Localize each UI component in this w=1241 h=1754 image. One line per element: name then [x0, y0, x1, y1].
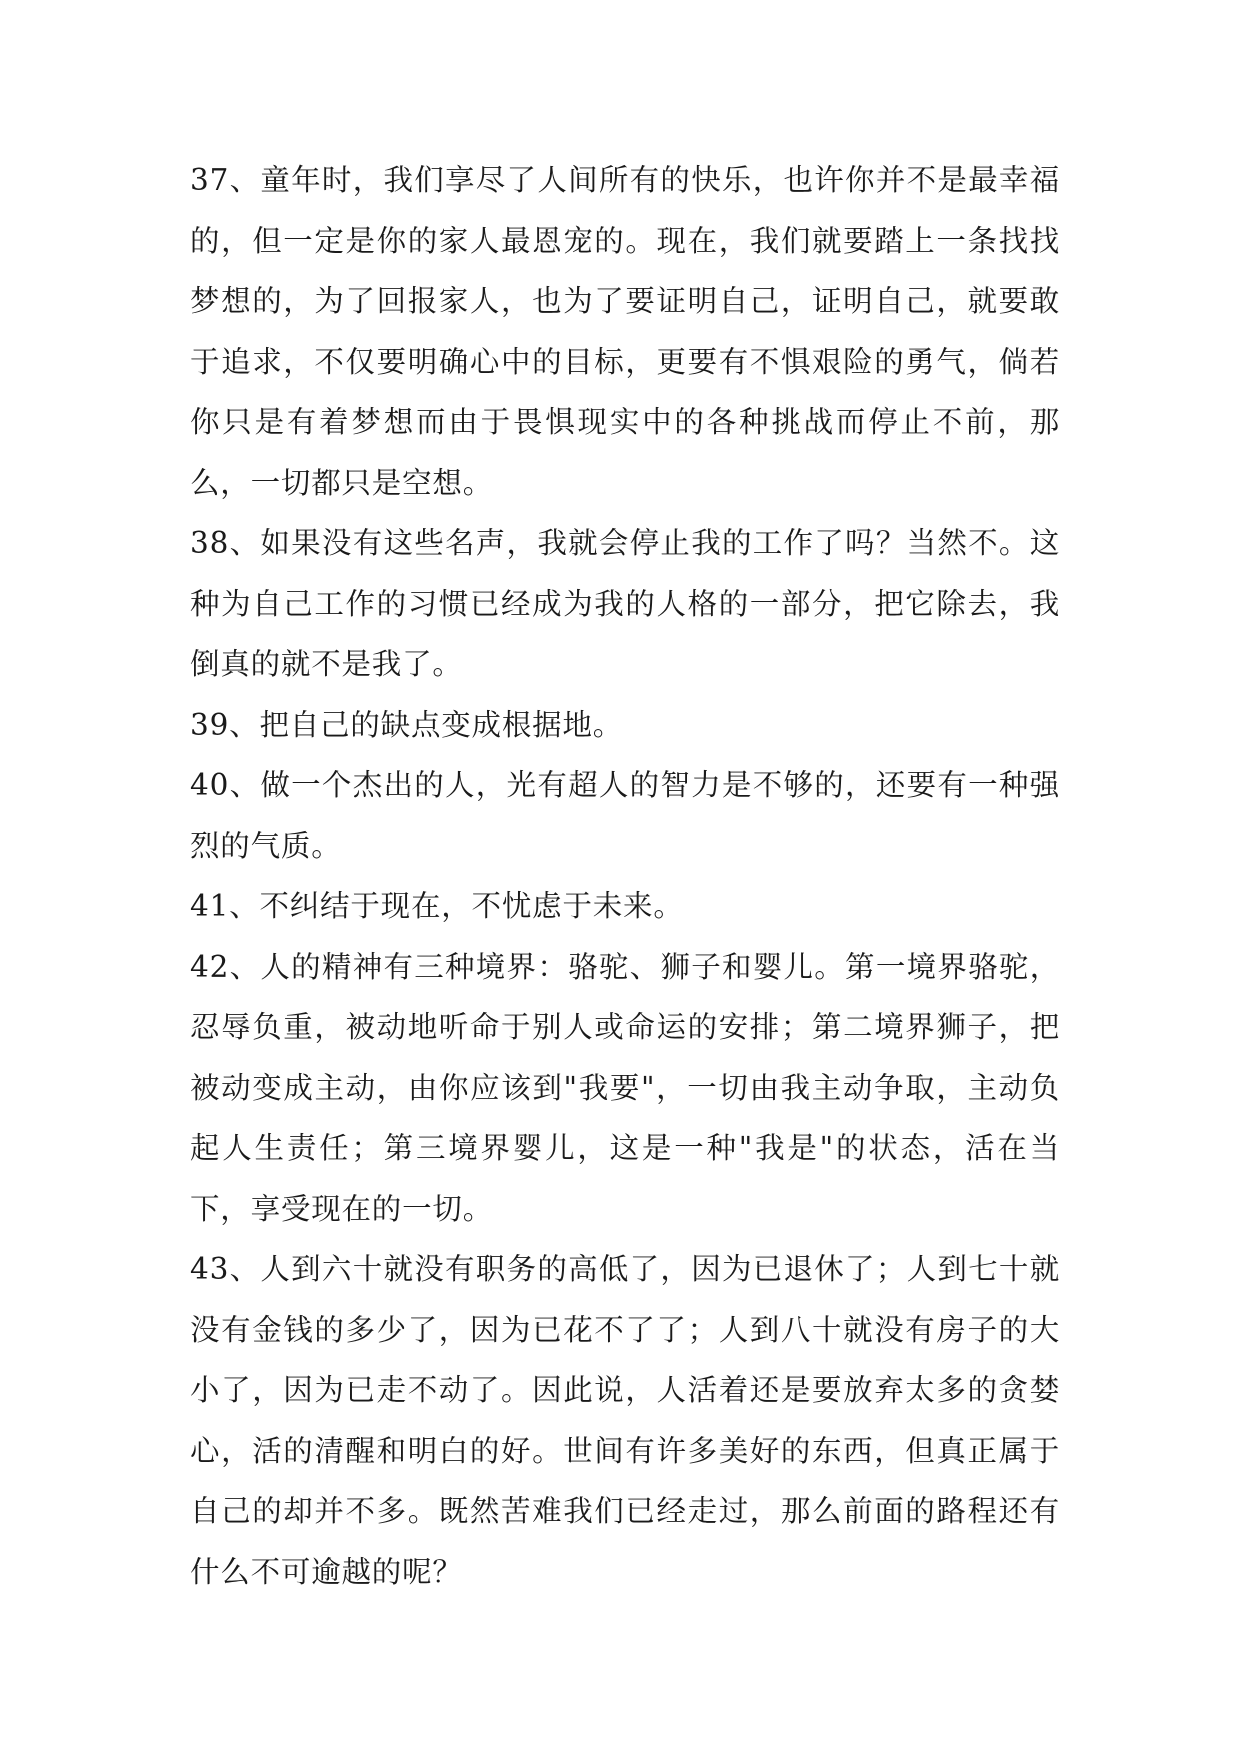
paragraph-37: 37、童年时，我们享尽了人间所有的快乐，也许你并不是最幸福的，但一定是你的家人最恩宠的。现在，我们就要踏上一条找找梦想的，为了回报家人，也为了要证明自己，证明自己，就要敢于追求，不仅要明确心中的目标，更要有不惧艰险的勇气，倘若你只是有着梦想而由于畏惧现实中的各种挑战而停止不前，那么，一切都只是空想。 — [190, 163, 1060, 500]
paragraph-38: 38、如果没有这些名声，我就会停止我的工作了吗？当然不。这种为自己工作的习惯已经成为我的人格的一部分，把它除去，我倒真的就不是我了。 — [190, 526, 1060, 681]
paragraph-42: 42、人的精神有三种境界：骆驼、狮子和婴儿。第一境界骆驼，忍辱负重，被动地听命于别人或命运的安排；第二境界狮子，把被动变成主动，由你应该到"我要"，一切由我主动争取，主动负起人生责任；第三境界婴儿，这是一种"我是"的状态，活在当下，享受现在的一切。 — [190, 949, 1060, 1226]
paragraph-41: 41、不纠结于现在，不忧虑于未来。 — [190, 889, 684, 923]
paragraph-40: 40、做一个杰出的人，光有超人的智力是不够的，还要有一种强烈的气质。 — [190, 768, 1060, 863]
paragraph-39: 39、把自己的缺点变成根据地。 — [190, 707, 624, 742]
document-page — [190, 150, 1060, 1600]
paragraph-43: 43、人到六十就没有职务的高低了，因为已退休了；人到七十就没有金钱的多少了，因为已花不了了；人到八十就没有房子的大小了，因为已走不动了。因此说，人活着还是要放弃太多的贪婪心，活的清醒和明白的好。世间有许多美好的东西，但真正属于自己的却并不多。既然苦难我们已经走过，那么前面的路程还有什么不可逾越的呢？ — [190, 1252, 1060, 1589]
